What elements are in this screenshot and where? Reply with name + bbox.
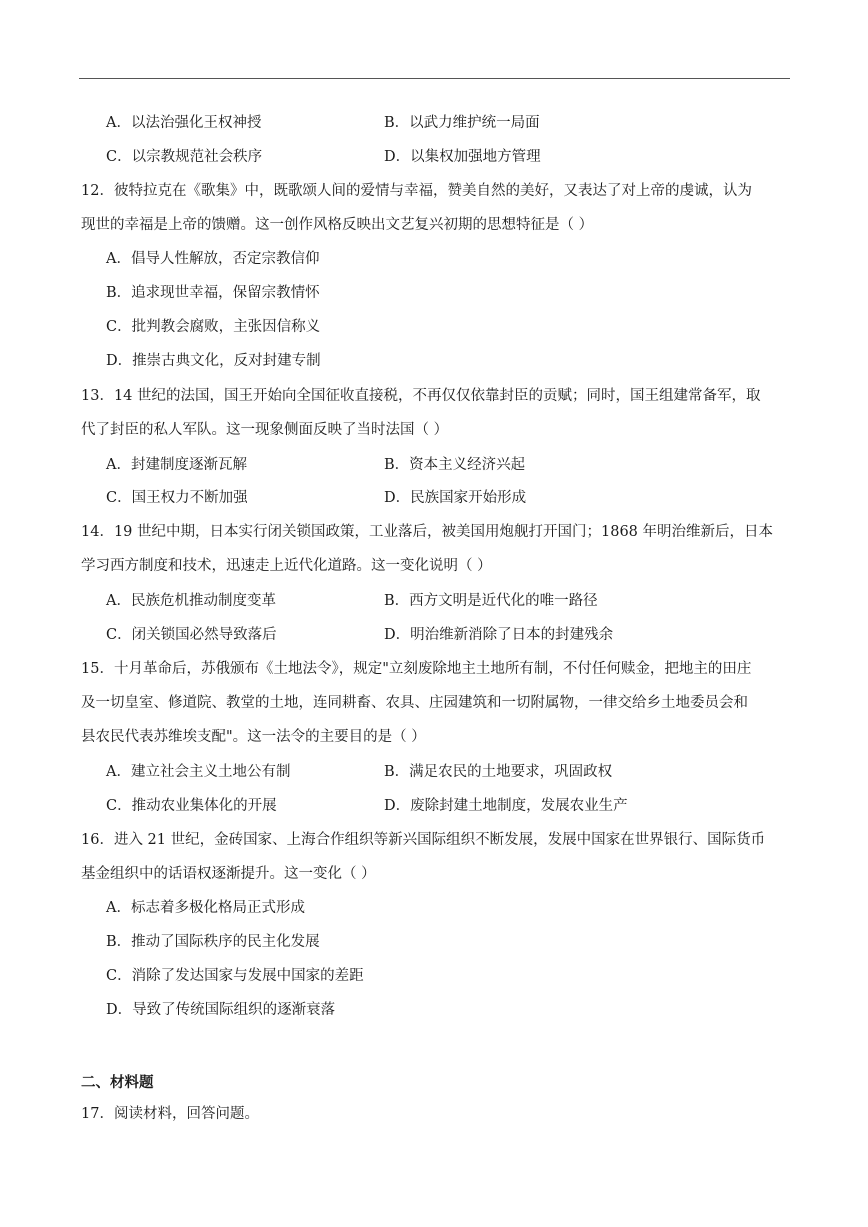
q16-option-a[interactable]: A．标志着多极化格局正式形成 bbox=[106, 900, 305, 916]
q15-option-c[interactable]: C．推动农业集体化的开展 bbox=[106, 798, 277, 814]
q14-stem-line1: 14．19 世纪中期，日本实行闭关锁国政策，工业落后，被美国用炮舰打开国门；1868 年明治维新后，日本 bbox=[81, 524, 774, 540]
q15-option-d[interactable]: D．废除封建土地制度，发展农业生产 bbox=[384, 798, 628, 814]
q13-stem-line1: 13．14 世纪的法国，国王开始向全国征收直接税，不再仅仅依靠封臣的贡赋；同时，国王组建常备军，取 bbox=[81, 388, 761, 404]
q16-option-d[interactable]: D．导致了传统国际组织的逐渐衰落 bbox=[106, 1002, 336, 1018]
q15-option-a[interactable]: A．建立社会主义土地公有制 bbox=[106, 764, 291, 780]
q14-stem-line2: 学习西方制度和技术，迅速走上近代化道路。这一变化说明（ ） bbox=[81, 558, 492, 574]
q16-option-b[interactable]: B．推动了国际秩序的民主化发展 bbox=[106, 934, 320, 950]
q11-option-a[interactable]: A．以法治强化王权神授 bbox=[106, 115, 262, 131]
q13-option-d[interactable]: D．民族国家开始形成 bbox=[384, 490, 527, 506]
q13-option-c[interactable]: C．国王权力不断加强 bbox=[106, 490, 248, 506]
q12-option-c[interactable]: C．批判教会腐败，主张因信称义 bbox=[106, 319, 321, 335]
q15-stem-line1: 15．十月革命后，苏俄颁布《土地法令》，规定"立刻废除地主土地所有制，不付任何赎金，把地主的田庄 bbox=[81, 661, 752, 677]
section-heading: 二、材料题 bbox=[81, 1074, 154, 1091]
q12-stem-line2: 现世的幸福是上帝的馈赠。这一创作风格反映出文艺复兴初期的思想特征是（ ） bbox=[81, 217, 594, 233]
q11-option-b[interactable]: B．以武力维护统一局面 bbox=[384, 115, 540, 131]
q14-option-c[interactable]: C．闭关锁国必然导致落后 bbox=[106, 627, 277, 643]
q16-stem-line2: 基金组织中的话语权逐渐提升。这一变化（ ） bbox=[81, 866, 376, 882]
q13-stem-line2: 代了封臣的私人军队。这一现象侧面反映了当时法国（ ） bbox=[81, 422, 449, 438]
q16-option-c[interactable]: C．消除了发达国家与发展中国家的差距 bbox=[106, 968, 364, 984]
q14-option-d[interactable]: D．明治维新消除了日本的封建残余 bbox=[384, 627, 614, 643]
q13-option-a[interactable]: A．封建制度逐渐瓦解 bbox=[106, 457, 247, 473]
header-rule bbox=[79, 78, 790, 79]
q12-stem-line1: 12．彼特拉克在《歌集》中，既歌颂人间的爱情与幸福，赞美自然的美好，又表达了对上帝的虔诚，认为 bbox=[81, 183, 752, 199]
q13-option-b[interactable]: B．资本主义经济兴起 bbox=[384, 457, 526, 473]
q15-stem-line3: 县农民代表苏维埃支配"。这一法令的主要目的是（ ） bbox=[81, 729, 426, 745]
q12-option-a[interactable]: A．倡导人性解放，否定宗教信仰 bbox=[106, 251, 320, 267]
q11-option-d[interactable]: D．以集权加强地方管理 bbox=[384, 149, 541, 165]
q14-option-a[interactable]: A．民族危机推动制度变革 bbox=[106, 593, 276, 609]
q16-stem-line1: 16．进入 21 世纪，金砖国家、上海合作组织等新兴国际组织不断发展，发展中国家在世界银行、国际货币 bbox=[81, 832, 766, 848]
q17-stem: 17．阅读材料，回答问题。 bbox=[81, 1106, 259, 1122]
q12-option-d[interactable]: D．推崇古典文化，反对封建专制 bbox=[106, 353, 321, 369]
q12-option-b[interactable]: B．追求现世幸福，保留宗教情怀 bbox=[106, 285, 320, 301]
q15-option-b[interactable]: B．满足农民的土地要求，巩固政权 bbox=[384, 764, 613, 780]
q15-stem-line2: 及一切皇室、修道院、教堂的土地，连同耕畜、农具、庄园建筑和一切附属物，一律交给乡土地委员会和 bbox=[81, 695, 748, 711]
q14-option-b[interactable]: B．西方文明是近代化的唯一路径 bbox=[384, 593, 598, 609]
q11-option-c[interactable]: C．以宗教规范社会秩序 bbox=[106, 149, 263, 165]
